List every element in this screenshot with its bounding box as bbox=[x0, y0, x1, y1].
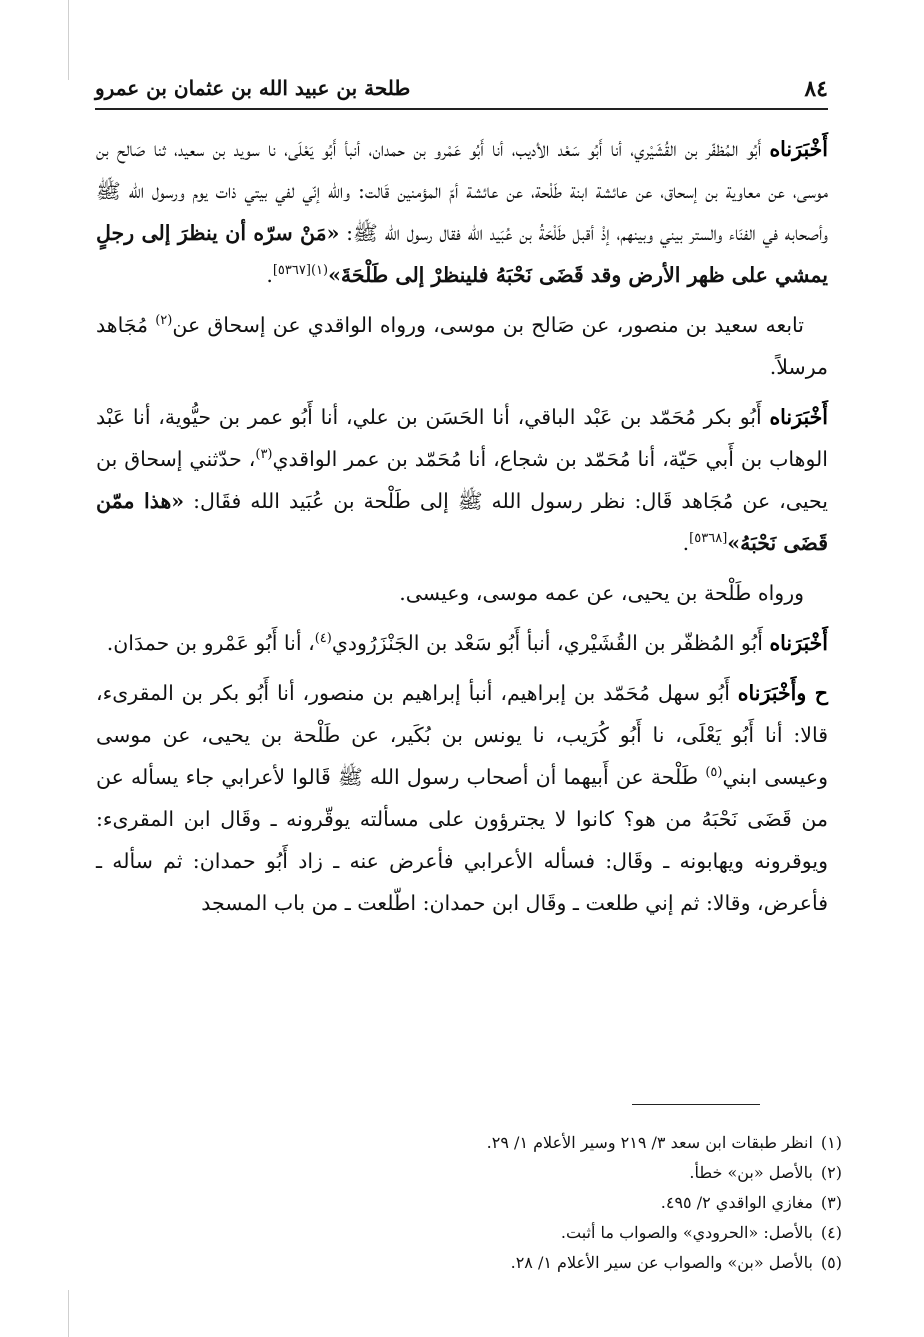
footnote bbox=[96, 1128, 842, 1158]
paragraph bbox=[96, 672, 828, 924]
footnote-reference: [٥٣٦٧] bbox=[272, 263, 311, 279]
footnote-number: (٤) bbox=[820, 1223, 842, 1242]
footnote-number: (١) bbox=[820, 1133, 842, 1152]
footnote-text: انظر طبقات ابن سعد ٣/ ٢١٩ وسير الأعلام ١/ ٢٩. bbox=[486, 1133, 813, 1152]
footnote bbox=[96, 1188, 842, 1218]
main-text bbox=[96, 128, 828, 932]
paragraph bbox=[96, 572, 828, 614]
running-title: طلحة بن عبيد الله بن عثمان بن عمرو bbox=[95, 76, 411, 100]
hadith-text: «مَنْ سرّه أن ينظرَ إلى رجلٍ يمشي على ظهر الأرض وقد قَضَى نَحْبَهُ فلينظرْ إلى طَلْحَةَ» bbox=[96, 221, 828, 287]
paragraph bbox=[96, 622, 828, 664]
footnote bbox=[96, 1218, 842, 1248]
hadith-text: «هذا ممّن قَضَى نَحْبَهُ» bbox=[96, 489, 828, 555]
footnotes bbox=[96, 1128, 842, 1278]
text-run: تابعه سعيد بن منصور، عن صَالح بن موسى، ورواه الواقدي عن إسحاق عن bbox=[172, 313, 804, 337]
footnote bbox=[96, 1248, 842, 1278]
footnote-reference: (٥) bbox=[705, 765, 723, 781]
footnote-reference: (٢) bbox=[155, 313, 173, 329]
footnote-reference: (٣) bbox=[255, 447, 273, 463]
scan-edge-mark bbox=[68, 0, 69, 80]
page-number: ٨٤ bbox=[804, 76, 828, 102]
footnote-separator bbox=[632, 1104, 760, 1105]
text-run: ، أنا أَبُو عَمْرو بن حمدَان. bbox=[106, 631, 315, 655]
footnote-text: بالأصل «بن» خطأ. bbox=[689, 1163, 813, 1182]
text-run: مُجَاهد مرسلاً. bbox=[96, 313, 828, 379]
scan-edge-mark bbox=[68, 1290, 69, 1337]
footnote bbox=[96, 1158, 842, 1188]
text-run: طَلْحة عن أَبيهما أن أصحاب رسول الله ﷺ قَالوا لأعرابي جاء يسأله عن من قَضَى نَحْبَهُ من هو؟ كانوا لا يجترؤون على مسألته يوقّرونه ـ وقَال ابن المقرىء: ويوقرونه ويهابونه ـ وقَال: فسأله الأعرابي فأعرض عنه ـ زاد أَبُو حمدان: ثم سأله ـ فأعرض، وقالا: ثم إني طلعت ـ وقَال ابن حمدان: اطّلعت ـ من باب المسجد bbox=[96, 765, 828, 915]
footnote-text: مغازي الواقدي ٢/ ٤٩٥. bbox=[660, 1193, 813, 1212]
footnote-reference: (٤) bbox=[314, 631, 332, 647]
text-run: ورواه طَلْحة بن يحيى، عن عمه موسى، وعيسى. bbox=[399, 581, 804, 605]
isnad-keyword: أَخْبَرَناه bbox=[769, 405, 828, 429]
footnote-number: (٢) bbox=[820, 1163, 842, 1182]
text-run: أَبُو المُظفّر بن القُشَيْري، أنبأ أَبُو سَعْد بن الجَنْزَرُودي bbox=[331, 631, 770, 655]
text-run: . bbox=[266, 263, 273, 287]
page-header bbox=[95, 74, 828, 110]
text-run: . bbox=[682, 531, 690, 555]
footnote-text: بالأصل «بن» والصواب عن سير الأعلام ١/ ٢٨. bbox=[510, 1253, 813, 1272]
isnad-keyword: أَخْبَرَناه bbox=[769, 631, 828, 655]
text-run: أَبُو بكر مُحَمّد بن عَبْد الباقي، أنا الحَسَن بن علي، أنا أَبُو عمر بن حيُّوية، أنا عَبْد الوهاب بن أَبي حَيّة، أنا مُحَمّد بن شجاع، أنا مُحَمّد بن عمر الواقدي bbox=[96, 405, 828, 471]
isnad-keyword: ح وأَخْبَرَناه bbox=[737, 681, 829, 705]
paragraph bbox=[96, 396, 828, 564]
text-run: ، حدّثني إسحاق بن يحيى، عن مُجَاهد قَال: نظر رسول الله ﷺ إلى طَلْحة بن عُبَيد الله فقَال: bbox=[96, 447, 828, 513]
text-run: أَبُو سهل مُحَمّد بن إبراهيم، أنبأ إبراهيم بن منصور، أنا أَبُو بكر بن المقرىء، قالا: أنا أَبُو يَعْلَى، نا أَبُو كُرَيب، نا يونس بن بُكَير، عن طَلْحة بن يحيى، عن موسى وعيسى ابني bbox=[96, 681, 829, 789]
footnote-reference: [٥٣٦٨] bbox=[689, 531, 728, 547]
footnote-number: (٣) bbox=[820, 1193, 842, 1212]
footnote-number: (٥) bbox=[820, 1253, 842, 1272]
footnote-reference: (١) bbox=[310, 263, 329, 279]
text-run: أَبُو المُظفّر بن القُشَيْري، أنا أَبُو سَعْد الأديب، أنا أَبُو عَمْرو بن حمدان، أنبأ أَبُو يَعْلَى، نا سويد بن سعيد، ثنا صَالح بن موسى، عن معاوية بن إسحاق، عن عائشة ابنة طَلْحة، عن عائشة أمّ المؤمنين قَالت: والله إنّي لفي بيتي ذات يوم ورسول الله ﷺ وأصحابه في الفنَاء والستر بيني وبينهم، إذْ أقبل طَلْحَةُ بن عُبَيد الله فقال رسول الله ﷺ: bbox=[96, 137, 828, 245]
isnad-keyword: أَخْبَرَناه bbox=[769, 137, 828, 161]
paragraph bbox=[96, 128, 828, 296]
footnote-text: بالأصل: «الحرودي» والصواب ما أثبت. bbox=[560, 1223, 813, 1242]
paragraph bbox=[96, 304, 828, 388]
